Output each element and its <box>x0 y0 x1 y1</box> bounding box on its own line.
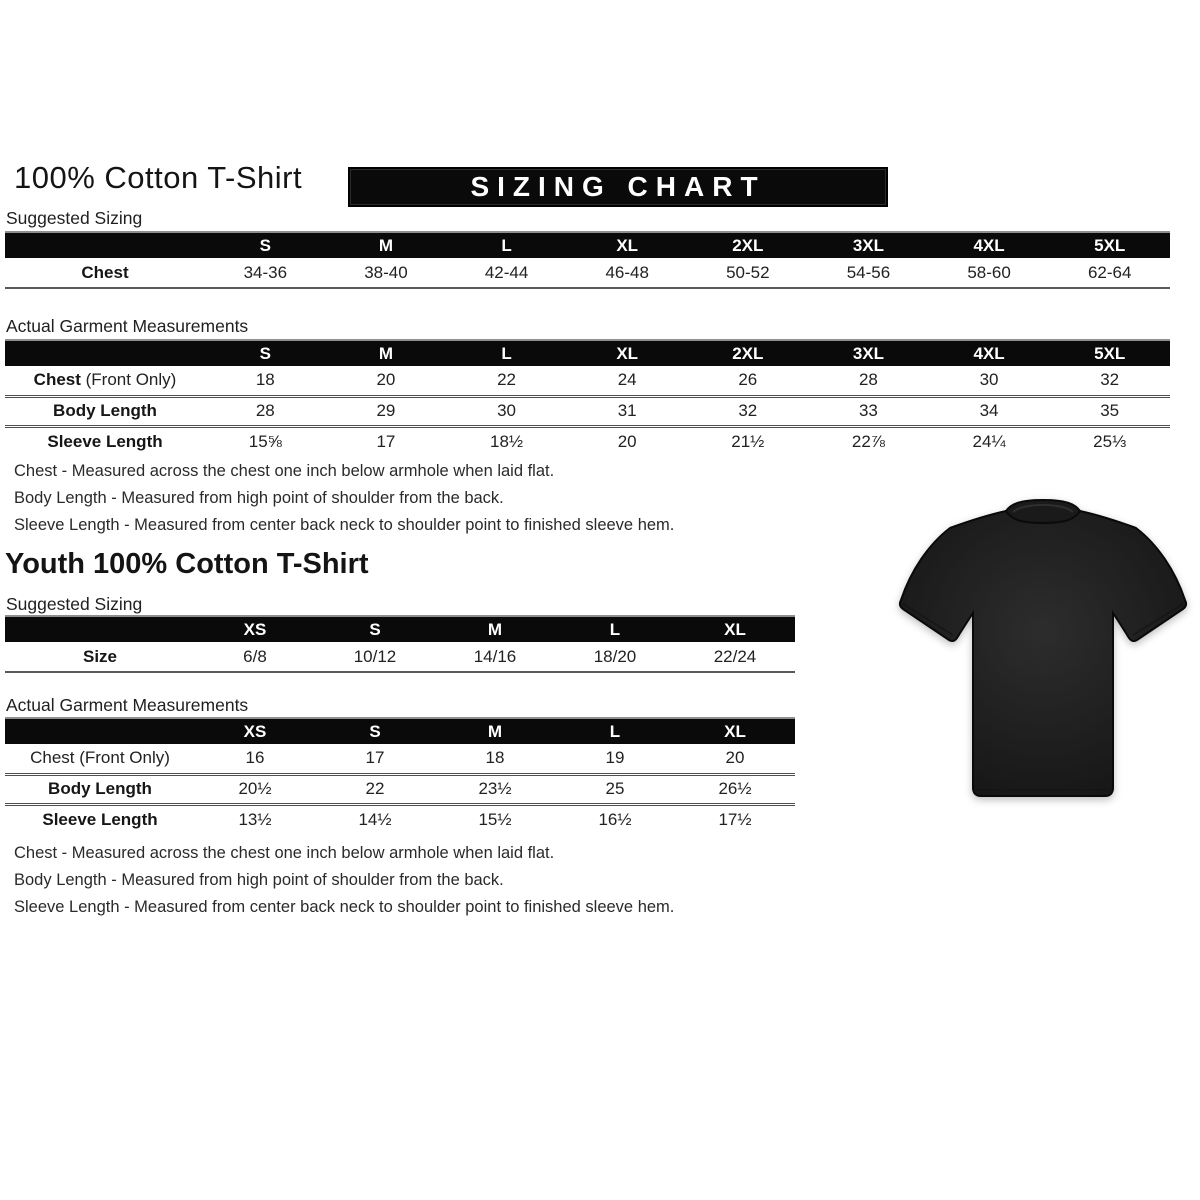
measurement-cell: 18½ <box>490 431 524 451</box>
sizing-chart-banner: SIZING CHART <box>348 167 888 207</box>
row-label-cell <box>5 426 205 456</box>
table-row-chest <box>5 258 1170 288</box>
measurement-cell: 20 <box>617 431 637 451</box>
size-column-header: M <box>326 340 447 366</box>
row-label: Body Length <box>48 779 152 798</box>
measurement-note-body-length: Body Length - Measured from high point of shoulder from the back. <box>14 871 504 889</box>
size-column-header: L <box>446 340 567 366</box>
row-label: Sleeve Length <box>42 809 158 829</box>
measurement-cell: 32 <box>1049 366 1170 396</box>
size-column-header: XL <box>567 340 688 366</box>
row-label: Sleeve Length <box>47 431 163 451</box>
measurement-cell: 42-44 <box>446 258 567 288</box>
size-header-row <box>5 718 795 744</box>
table-row-chest-front-only <box>5 744 795 774</box>
measurement-cell: 6/8 <box>195 642 315 672</box>
measurement-cell: 58-60 <box>929 258 1050 288</box>
measurement-cell: 62-64 <box>1049 258 1170 288</box>
measurement-note-chest: Chest - Measured across the chest one inch below armhole when laid flat. <box>14 462 555 480</box>
measurement-cell: 21½ <box>731 431 765 451</box>
measurement-cell: 17½ <box>718 809 752 829</box>
measurement-cell: 18 <box>205 366 326 396</box>
row-label-cell <box>5 258 205 288</box>
measurement-note-body-length: Body Length - Measured from high point of shoulder from the back. <box>14 489 504 507</box>
size-column-header: M <box>435 616 555 642</box>
measurement-cell: 26½ <box>675 774 795 804</box>
table-row-body-length <box>5 774 795 804</box>
size-column-header: S <box>205 232 326 258</box>
table-row-sleeve-length <box>5 804 795 834</box>
measurement-cell: 15⅝ <box>248 431 282 451</box>
empty-header-cell <box>5 718 195 744</box>
size-column-header: S <box>205 340 326 366</box>
adult-suggested-sizing-label: Suggested Sizing <box>6 208 143 228</box>
size-column-header: 4XL <box>929 340 1050 366</box>
row-label-cell <box>5 804 195 834</box>
size-column-header: 5XL <box>1049 232 1170 258</box>
measurement-cell: 46-48 <box>567 258 688 288</box>
size-header-row <box>5 616 795 642</box>
measurement-cell: 19 <box>555 744 675 774</box>
size-column-header: 2XL <box>688 340 809 366</box>
measurement-cell: 13½ <box>238 809 272 829</box>
measurement-cell: 34-36 <box>205 258 326 288</box>
measurement-cell: 18 <box>435 744 555 774</box>
measurement-cell: 14/16 <box>435 642 555 672</box>
measurement-cell: 31 <box>567 396 688 426</box>
youth-actual-measurements-table <box>5 717 795 834</box>
measurement-cell: 22 <box>446 366 567 396</box>
size-column-header: 5XL <box>1049 340 1170 366</box>
size-header-row <box>5 340 1170 366</box>
measurement-cell: 16 <box>195 744 315 774</box>
measurement-cell: 35 <box>1049 396 1170 426</box>
empty-header-cell <box>5 340 205 366</box>
measurement-cell: 20½ <box>195 774 315 804</box>
row-label-cell <box>5 396 205 426</box>
table-row-body-length <box>5 396 1170 426</box>
size-column-header: XL <box>675 616 795 642</box>
adult-actual-measurements-table <box>5 339 1170 456</box>
youth-suggested-sizing-table <box>5 615 795 673</box>
size-column-header: XS <box>195 718 315 744</box>
measurement-cell: 14½ <box>358 809 392 829</box>
measurement-cell: 17 <box>315 744 435 774</box>
table-row-sleeve-length <box>5 426 1170 456</box>
measurement-note-sleeve-length: Sleeve Length - Measured from center back neck to shoulder point to finished sleeve hem. <box>14 898 675 916</box>
size-column-header: 2XL <box>688 232 809 258</box>
size-column-header: 3XL <box>808 232 929 258</box>
size-column-header: XL <box>567 232 688 258</box>
measurement-cell: 30 <box>929 366 1050 396</box>
measurement-cell: 33 <box>808 396 929 426</box>
measurement-cell: 22⅞ <box>851 431 885 451</box>
row-label: Chest <box>33 370 81 390</box>
size-column-header: 4XL <box>929 232 1050 258</box>
size-column-header: L <box>446 232 567 258</box>
measurement-cell: 29 <box>326 396 447 426</box>
measurement-cell: 54-56 <box>808 258 929 288</box>
measurement-cell: 17 <box>376 431 396 451</box>
measurement-cell: 25⅓ <box>1093 431 1127 451</box>
measurement-cell: 10/12 <box>315 642 435 672</box>
measurement-cell: 25 <box>555 774 675 804</box>
empty-header-cell <box>5 616 195 642</box>
row-label-suffix: (Front Only) <box>80 370 177 390</box>
row-label-cell <box>5 642 195 672</box>
measurement-cell: 22 <box>315 774 435 804</box>
measurement-cell: 26 <box>688 366 809 396</box>
youth-section-title: Youth 100% Cotton T-Shirt <box>5 548 369 580</box>
row-label-cell <box>5 774 195 804</box>
size-column-header: 3XL <box>808 340 929 366</box>
measurement-cell: 28 <box>205 396 326 426</box>
row-label: Size <box>82 646 118 666</box>
measurement-cell: 15½ <box>478 809 512 829</box>
adult-actual-measurements-label: Actual Garment Measurements <box>6 316 249 336</box>
table-row-size <box>5 642 795 672</box>
youth-actual-measurements-label: Actual Garment Measurements <box>6 695 249 715</box>
measurement-cell: 28 <box>808 366 929 396</box>
size-column-header: L <box>555 718 675 744</box>
measurement-note-chest: Chest - Measured across the chest one inch below armhole when laid flat. <box>14 844 555 862</box>
measurement-cell: 32 <box>688 396 809 426</box>
measurement-cell: 24 <box>567 366 688 396</box>
row-label-cell <box>5 366 205 396</box>
measurement-cell: 18/20 <box>555 642 675 672</box>
measurement-note-sleeve-length: Sleeve Length - Measured from center back neck to shoulder point to finished sleeve hem. <box>14 516 675 534</box>
measurement-cell: 24¼ <box>972 431 1006 451</box>
size-column-header: XS <box>195 616 315 642</box>
size-header-row <box>5 232 1170 258</box>
adult-suggested-sizing-table <box>5 231 1170 289</box>
size-column-header: S <box>315 616 435 642</box>
size-column-header: M <box>435 718 555 744</box>
measurement-cell: 16½ <box>598 809 632 829</box>
size-column-header: L <box>555 616 675 642</box>
row-label: Chest (Front Only) <box>30 748 170 768</box>
row-label: Body Length <box>53 401 157 420</box>
measurement-cell: 30 <box>446 396 567 426</box>
measurement-cell: 20 <box>326 366 447 396</box>
measurement-cell: 50-52 <box>688 258 809 288</box>
table-row-chest-front-only <box>5 366 1170 396</box>
measurement-cell: 34 <box>929 396 1050 426</box>
measurement-cell: 23½ <box>435 774 555 804</box>
youth-suggested-sizing-label: Suggested Sizing <box>6 594 143 614</box>
measurement-cell: 20 <box>675 744 795 774</box>
measurement-cell: 38-40 <box>326 258 447 288</box>
row-label-cell <box>5 744 195 774</box>
black-tshirt-image <box>893 478 1193 813</box>
size-column-header: S <box>315 718 435 744</box>
adult-section-title: 100% Cotton T-Shirt <box>14 160 303 195</box>
measurement-cell: 22/24 <box>675 642 795 672</box>
size-column-header: M <box>326 232 447 258</box>
tshirt-silhouette-icon <box>893 478 1193 813</box>
size-column-header: XL <box>675 718 795 744</box>
row-label: Chest <box>81 262 129 282</box>
empty-header-cell <box>5 232 205 258</box>
